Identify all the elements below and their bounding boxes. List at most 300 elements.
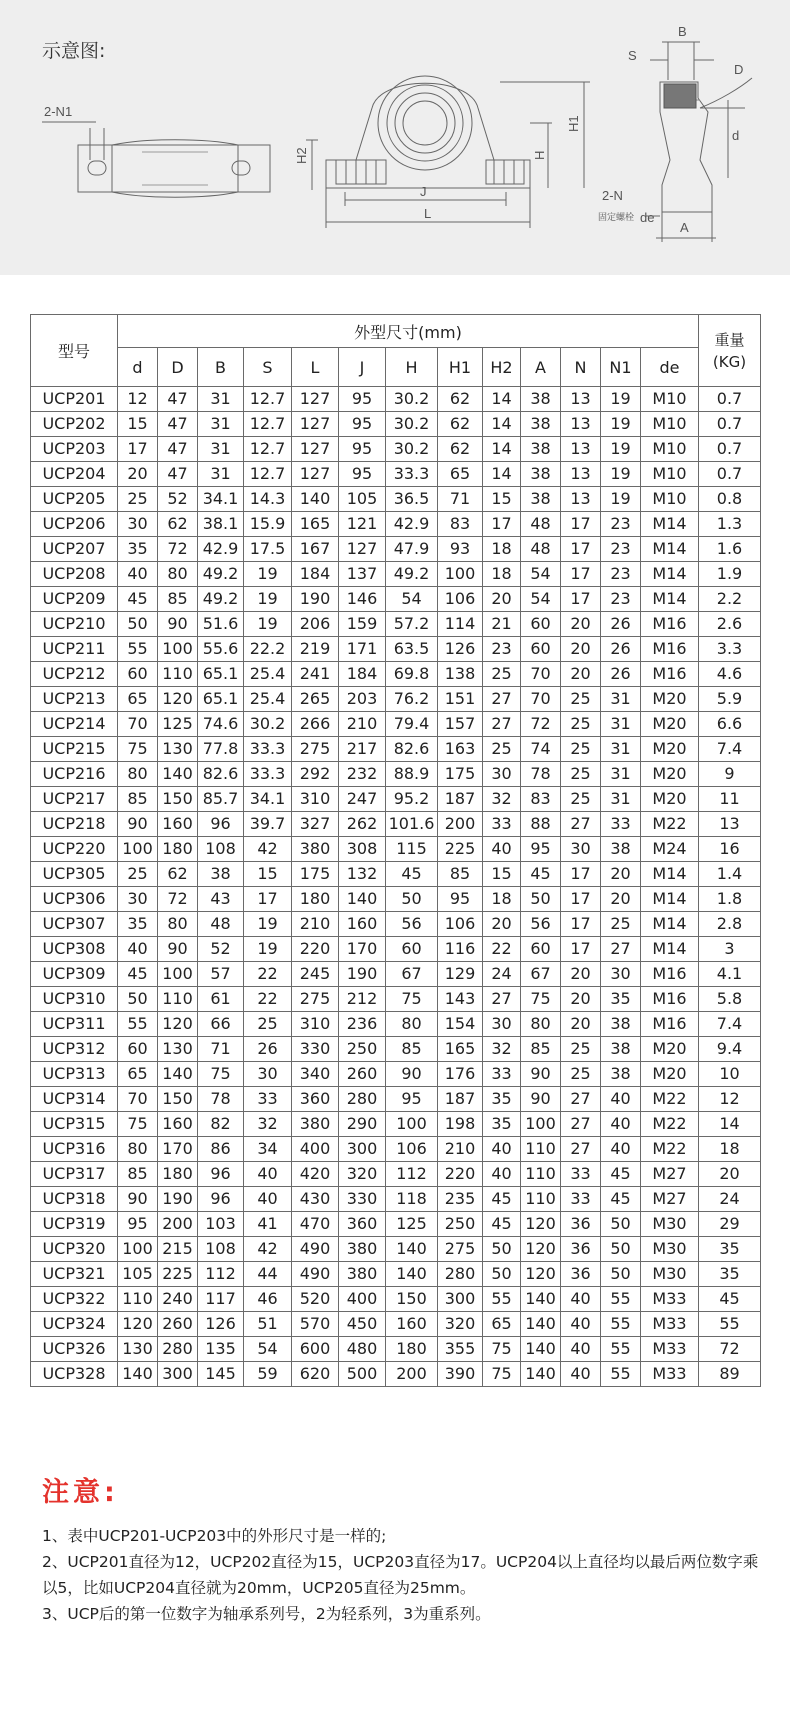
table-cell: 129 — [438, 962, 483, 987]
table-cell: 30 — [118, 512, 158, 537]
table-cell: 31 — [601, 762, 641, 787]
table-cell: 200 — [386, 1362, 438, 1387]
column-header-a-9: A — [521, 348, 561, 387]
table-cell: 76.2 — [386, 687, 438, 712]
table-cell: 50 — [601, 1262, 641, 1287]
table-cell: 36 — [561, 1237, 601, 1262]
table-cell: 127 — [292, 437, 339, 462]
table-cell: 20 — [118, 462, 158, 487]
table-cell: 60 — [521, 637, 561, 662]
table-cell: 12 — [699, 1087, 761, 1112]
table-cell: 26 — [601, 662, 641, 687]
model-cell: UCP202 — [31, 412, 118, 437]
table-row — [31, 887, 761, 912]
table-cell: 275 — [292, 737, 339, 762]
table-cell: 45 — [483, 1187, 521, 1212]
table-cell: 38.1 — [198, 512, 244, 537]
table-cell: 49.2 — [198, 587, 244, 612]
label-h2: H2 — [294, 147, 309, 164]
table-cell: 127 — [292, 462, 339, 487]
table-cell: 31 — [601, 712, 641, 737]
table-cell: 260 — [158, 1312, 198, 1337]
table-cell: 19 — [601, 487, 641, 512]
table-cell: 38 — [601, 1012, 641, 1037]
table-cell: 100 — [386, 1112, 438, 1137]
table-cell: 82.6 — [386, 737, 438, 762]
column-header-n-10: N — [561, 348, 601, 387]
column-header-h1-7: H1 — [438, 348, 483, 387]
table-cell: 108 — [198, 837, 244, 862]
model-cell: UCP318 — [31, 1187, 118, 1212]
table-cell: 100 — [118, 837, 158, 862]
table-row — [31, 637, 761, 662]
table-cell: 300 — [438, 1287, 483, 1312]
table-header-row-1 — [31, 315, 761, 348]
table-cell: 48 — [521, 537, 561, 562]
table-cell: 25 — [483, 662, 521, 687]
table-cell: 75 — [386, 987, 438, 1012]
table-cell: 18 — [699, 1137, 761, 1162]
table-cell: M14 — [641, 912, 699, 937]
table-cell: M20 — [641, 1037, 699, 1062]
table-cell: 106 — [438, 912, 483, 937]
table-cell: 110 — [158, 987, 198, 1012]
model-cell: UCP321 — [31, 1262, 118, 1287]
table-cell: 225 — [158, 1262, 198, 1287]
table-cell: 0.7 — [699, 437, 761, 462]
table-row — [31, 1362, 761, 1387]
table-cell: 135 — [198, 1337, 244, 1362]
table-cell: 154 — [438, 1012, 483, 1037]
table-row — [31, 1012, 761, 1037]
table-cell: 45 — [483, 1212, 521, 1237]
diagram-title: 示意图: — [42, 40, 106, 62]
model-cell: UCP309 — [31, 962, 118, 987]
table-cell: 13 — [561, 462, 601, 487]
table-cell: M16 — [641, 962, 699, 987]
table-cell: 380 — [339, 1262, 386, 1287]
table-cell: 83 — [438, 512, 483, 537]
table-cell: 165 — [438, 1037, 483, 1062]
label-b: B — [678, 24, 687, 39]
label-2-n: 2-N — [602, 188, 623, 203]
table-cell: 95 — [118, 1212, 158, 1237]
table-cell: 88.9 — [386, 762, 438, 787]
table-cell: 7.4 — [699, 1012, 761, 1037]
table-cell: 215 — [158, 1237, 198, 1262]
table-cell: 40 — [244, 1162, 292, 1187]
table-cell: 25 — [244, 1012, 292, 1037]
table-cell: 66 — [198, 1012, 244, 1037]
table-cell: 110 — [158, 662, 198, 687]
table-cell: M16 — [641, 637, 699, 662]
table-cell: 117 — [198, 1287, 244, 1312]
table-cell: 42.9 — [386, 512, 438, 537]
table-cell: 65 — [483, 1312, 521, 1337]
table-cell: 60 — [118, 662, 158, 687]
table-cell: 16 — [699, 837, 761, 862]
table-cell: 22 — [244, 987, 292, 1012]
table-cell: 120 — [158, 687, 198, 712]
table-cell: 0.7 — [699, 387, 761, 412]
label-j: J — [420, 184, 427, 199]
table-cell: 95 — [386, 1087, 438, 1112]
table-cell: 27 — [561, 1087, 601, 1112]
table-row — [31, 687, 761, 712]
table-cell: 14 — [483, 412, 521, 437]
table-cell: 140 — [521, 1287, 561, 1312]
table-cell: 90 — [158, 612, 198, 637]
table-cell: 110 — [118, 1287, 158, 1312]
table-cell: 54 — [521, 562, 561, 587]
table-cell: 0.7 — [699, 412, 761, 437]
table-cell: 50 — [483, 1237, 521, 1262]
table-cell: 105 — [339, 487, 386, 512]
table-cell: M16 — [641, 987, 699, 1012]
table-cell: 15 — [483, 862, 521, 887]
table-cell: 300 — [158, 1362, 198, 1387]
table-row — [31, 462, 761, 487]
table-cell: 57.2 — [386, 612, 438, 637]
model-cell: UCP305 — [31, 862, 118, 887]
table-cell: 120 — [158, 1012, 198, 1037]
column-header-j-5: J — [339, 348, 386, 387]
table-cell: 101.6 — [386, 812, 438, 837]
table-cell: 90 — [521, 1062, 561, 1087]
table-cell: M20 — [641, 787, 699, 812]
table-cell: 69.8 — [386, 662, 438, 687]
table-cell: 25 — [561, 1062, 601, 1087]
table-cell: 27 — [561, 1112, 601, 1137]
table-cell: 112 — [386, 1162, 438, 1187]
diagram-panel — [0, 0, 790, 275]
table-cell: 126 — [438, 637, 483, 662]
table-cell: 170 — [339, 937, 386, 962]
table-cell: 78 — [198, 1087, 244, 1112]
table-row — [31, 1037, 761, 1062]
table-cell: 40 — [244, 1187, 292, 1212]
table-cell: 266 — [292, 712, 339, 737]
table-cell: 310 — [292, 1012, 339, 1037]
column-header-d-1: D — [158, 348, 198, 387]
table-cell: 90 — [386, 1062, 438, 1087]
table-cell: 74.6 — [198, 712, 244, 737]
table-cell: 19 — [244, 587, 292, 612]
table-row — [31, 662, 761, 687]
table-cell: 67 — [521, 962, 561, 987]
table-cell: 30 — [118, 887, 158, 912]
table-cell: 52 — [198, 937, 244, 962]
table-cell: 80 — [118, 762, 158, 787]
table-row — [31, 712, 761, 737]
table-row — [31, 487, 761, 512]
table-cell: 217 — [339, 737, 386, 762]
table-cell: 65 — [118, 1062, 158, 1087]
table-cell: 75 — [118, 1112, 158, 1137]
table-cell: 62 — [438, 387, 483, 412]
table-cell: 85.7 — [198, 787, 244, 812]
table-cell: 20 — [601, 887, 641, 912]
label-a: A — [680, 220, 689, 235]
table-cell: 132 — [339, 862, 386, 887]
table-cell: 146 — [339, 587, 386, 612]
table-cell: 27 — [601, 937, 641, 962]
table-cell: 50 — [483, 1262, 521, 1287]
table-cell: 140 — [339, 887, 386, 912]
table-cell: 13 — [561, 412, 601, 437]
table-cell: 145 — [198, 1362, 244, 1387]
dimension-group-header: 外型尺寸(mm) — [118, 315, 699, 348]
table-cell: 51 — [244, 1312, 292, 1337]
table-cell: 18 — [483, 537, 521, 562]
table-cell: 167 — [292, 537, 339, 562]
table-cell: 103 — [198, 1212, 244, 1237]
table-cell: 25.4 — [244, 662, 292, 687]
table-cell: 380 — [292, 837, 339, 862]
table-cell: 78 — [521, 762, 561, 787]
table-cell: 55 — [118, 1012, 158, 1037]
table-cell: 203 — [339, 687, 386, 712]
column-header-d-0: d — [118, 348, 158, 387]
table-cell: 71 — [438, 487, 483, 512]
table-cell: 20 — [561, 987, 601, 1012]
table-header-row-2 — [31, 348, 761, 387]
table-cell: 355 — [438, 1337, 483, 1362]
table-cell: M20 — [641, 687, 699, 712]
table-cell: 32 — [483, 787, 521, 812]
table-cell: 54 — [521, 587, 561, 612]
table-cell: 245 — [292, 962, 339, 987]
table-cell: 140 — [521, 1362, 561, 1387]
table-cell: 14 — [483, 437, 521, 462]
model-cell: UCP328 — [31, 1362, 118, 1387]
model-cell: UCP203 — [31, 437, 118, 462]
table-cell: 1.3 — [699, 512, 761, 537]
table-cell: 27 — [483, 987, 521, 1012]
table-cell: M30 — [641, 1212, 699, 1237]
model-cell: UCP217 — [31, 787, 118, 812]
column-header-n1-11: N1 — [601, 348, 641, 387]
table-cell: 19 — [601, 437, 641, 462]
table-cell: M20 — [641, 762, 699, 787]
table-row — [31, 1287, 761, 1312]
table-cell: 108 — [198, 1237, 244, 1262]
table-cell: 33 — [483, 1062, 521, 1087]
table-cell: 300 — [339, 1137, 386, 1162]
table-cell: 42 — [244, 837, 292, 862]
table-cell: 85 — [118, 1162, 158, 1187]
table-cell: 24 — [483, 962, 521, 987]
table-row — [31, 537, 761, 562]
table-cell: 54 — [386, 587, 438, 612]
table-cell: 72 — [699, 1337, 761, 1362]
table-cell: 59 — [244, 1362, 292, 1387]
table-cell: M14 — [641, 587, 699, 612]
table-cell: 31 — [601, 787, 641, 812]
table-cell: 110 — [521, 1162, 561, 1187]
table-cell: 6.6 — [699, 712, 761, 737]
table-row — [31, 1237, 761, 1262]
table-cell: 490 — [292, 1237, 339, 1262]
table-cell: 20 — [483, 912, 521, 937]
table-cell: 100 — [118, 1237, 158, 1262]
table-cell: 210 — [339, 712, 386, 737]
table-cell: 165 — [292, 512, 339, 537]
model-header: 型号 — [31, 315, 118, 387]
table-row — [31, 412, 761, 437]
label-h: H — [532, 150, 547, 160]
table-cell: 120 — [521, 1237, 561, 1262]
table-cell: 210 — [292, 912, 339, 937]
table-cell: 23 — [601, 562, 641, 587]
table-cell: 35 — [699, 1237, 761, 1262]
model-cell: UCP316 — [31, 1137, 118, 1162]
model-cell: UCP326 — [31, 1337, 118, 1362]
table-cell: 31 — [601, 737, 641, 762]
table-cell: 40 — [118, 562, 158, 587]
table-cell: 100 — [158, 962, 198, 987]
table-cell: 310 — [292, 787, 339, 812]
model-cell: UCP211 — [31, 637, 118, 662]
table-cell: 65.1 — [198, 662, 244, 687]
column-header-de-12: de — [641, 348, 699, 387]
table-cell: 36 — [561, 1262, 601, 1287]
table-cell: 20 — [561, 637, 601, 662]
table-cell: 30.2 — [244, 712, 292, 737]
table-cell: M14 — [641, 562, 699, 587]
table-row — [31, 1187, 761, 1212]
column-header-h-6: H — [386, 348, 438, 387]
weight-header-label: 重量 — [714, 330, 745, 349]
table-cell: 22 — [483, 937, 521, 962]
table-cell: 160 — [339, 912, 386, 937]
table-cell: 35 — [483, 1112, 521, 1137]
table-cell: 20 — [561, 662, 601, 687]
table-row — [31, 937, 761, 962]
table-cell: 90 — [521, 1087, 561, 1112]
table-cell: M22 — [641, 1137, 699, 1162]
table-cell: M10 — [641, 387, 699, 412]
table-cell: 47 — [158, 437, 198, 462]
table-cell: 105 — [118, 1262, 158, 1287]
table-cell: 12 — [118, 387, 158, 412]
table-cell: 38 — [521, 462, 561, 487]
table-cell: M16 — [641, 612, 699, 637]
model-cell: UCP209 — [31, 587, 118, 612]
table-cell: M22 — [641, 812, 699, 837]
table-cell: 120 — [521, 1262, 561, 1287]
note-item-2: 2、UCP201直径为12，UCP202直径为15，UCP203直径为17。UCP204以上直径均以最后两位数字乘以5，比如UCP204直径就为20mm，UCP205直径为25mm。 — [42, 1553, 759, 1597]
table-cell: 33 — [601, 812, 641, 837]
table-cell: 121 — [339, 512, 386, 537]
table-cell: 46 — [244, 1287, 292, 1312]
table-cell: 17 — [561, 862, 601, 887]
column-header-l-4: L — [292, 348, 339, 387]
table-cell: 19 — [244, 937, 292, 962]
table-cell: 88 — [521, 812, 561, 837]
table-cell: 23 — [483, 637, 521, 662]
table-cell: 184 — [339, 662, 386, 687]
table-cell: 12.7 — [244, 437, 292, 462]
table-cell: 17 — [561, 562, 601, 587]
table-cell: 106 — [438, 587, 483, 612]
table-cell: 12.7 — [244, 387, 292, 412]
table-cell: 114 — [438, 612, 483, 637]
table-row — [31, 737, 761, 762]
table-cell: 31 — [198, 462, 244, 487]
table-cell: 5.8 — [699, 987, 761, 1012]
table-cell: 38 — [601, 1062, 641, 1087]
table-cell: 70 — [118, 1087, 158, 1112]
table-cell: 360 — [339, 1212, 386, 1237]
table-cell: 190 — [292, 587, 339, 612]
model-cell: UCP214 — [31, 712, 118, 737]
table-cell: 2.6 — [699, 612, 761, 637]
table-cell: 19 — [601, 412, 641, 437]
table-cell: 52 — [158, 487, 198, 512]
table-cell: 55 — [601, 1337, 641, 1362]
table-cell: 430 — [292, 1187, 339, 1212]
table-cell: 90 — [118, 1187, 158, 1212]
table-cell: 30 — [483, 762, 521, 787]
table-cell: 32 — [244, 1112, 292, 1137]
table-cell: 47 — [158, 387, 198, 412]
table-cell: 17 — [561, 887, 601, 912]
table-cell: 130 — [158, 1037, 198, 1062]
table-cell: 500 — [339, 1362, 386, 1387]
table-cell: 50 — [118, 612, 158, 637]
table-cell: 232 — [339, 762, 386, 787]
model-cell: UCP204 — [31, 462, 118, 487]
table-cell: 82.6 — [198, 762, 244, 787]
table-cell: 25 — [118, 862, 158, 887]
table-cell: M20 — [641, 712, 699, 737]
table-cell: 39.7 — [244, 812, 292, 837]
table-cell: 25 — [561, 712, 601, 737]
table-cell: 62 — [438, 412, 483, 437]
table-cell: 26 — [601, 612, 641, 637]
table-cell: 30 — [601, 962, 641, 987]
table-cell: 275 — [438, 1237, 483, 1262]
table-cell: 75 — [118, 737, 158, 762]
table-cell: M20 — [641, 1062, 699, 1087]
table-cell: 27 — [483, 687, 521, 712]
table-cell: 125 — [158, 712, 198, 737]
table-cell: 35 — [699, 1262, 761, 1287]
table-row — [31, 1112, 761, 1137]
table-cell: 90 — [158, 937, 198, 962]
table-cell: 30.2 — [386, 387, 438, 412]
table-cell: M20 — [641, 737, 699, 762]
model-cell: UCP216 — [31, 762, 118, 787]
table-cell: 70 — [118, 712, 158, 737]
table-cell: M14 — [641, 537, 699, 562]
table-cell: 3 — [699, 937, 761, 962]
table-cell: 34.1 — [244, 787, 292, 812]
top-view-drawing — [42, 122, 270, 197]
model-cell: UCP322 — [31, 1287, 118, 1312]
table-cell: 2.2 — [699, 587, 761, 612]
table-cell: 106 — [386, 1137, 438, 1162]
table-cell: 160 — [158, 812, 198, 837]
table-cell: 3.3 — [699, 637, 761, 662]
table-cell: 116 — [438, 937, 483, 962]
model-cell: UCP313 — [31, 1062, 118, 1087]
model-cell: UCP213 — [31, 687, 118, 712]
note-item-1: 1、表中UCP201-UCP203中的外形尺寸是一样的; — [42, 1527, 387, 1545]
table-cell: 400 — [292, 1137, 339, 1162]
table-cell: 62 — [158, 862, 198, 887]
